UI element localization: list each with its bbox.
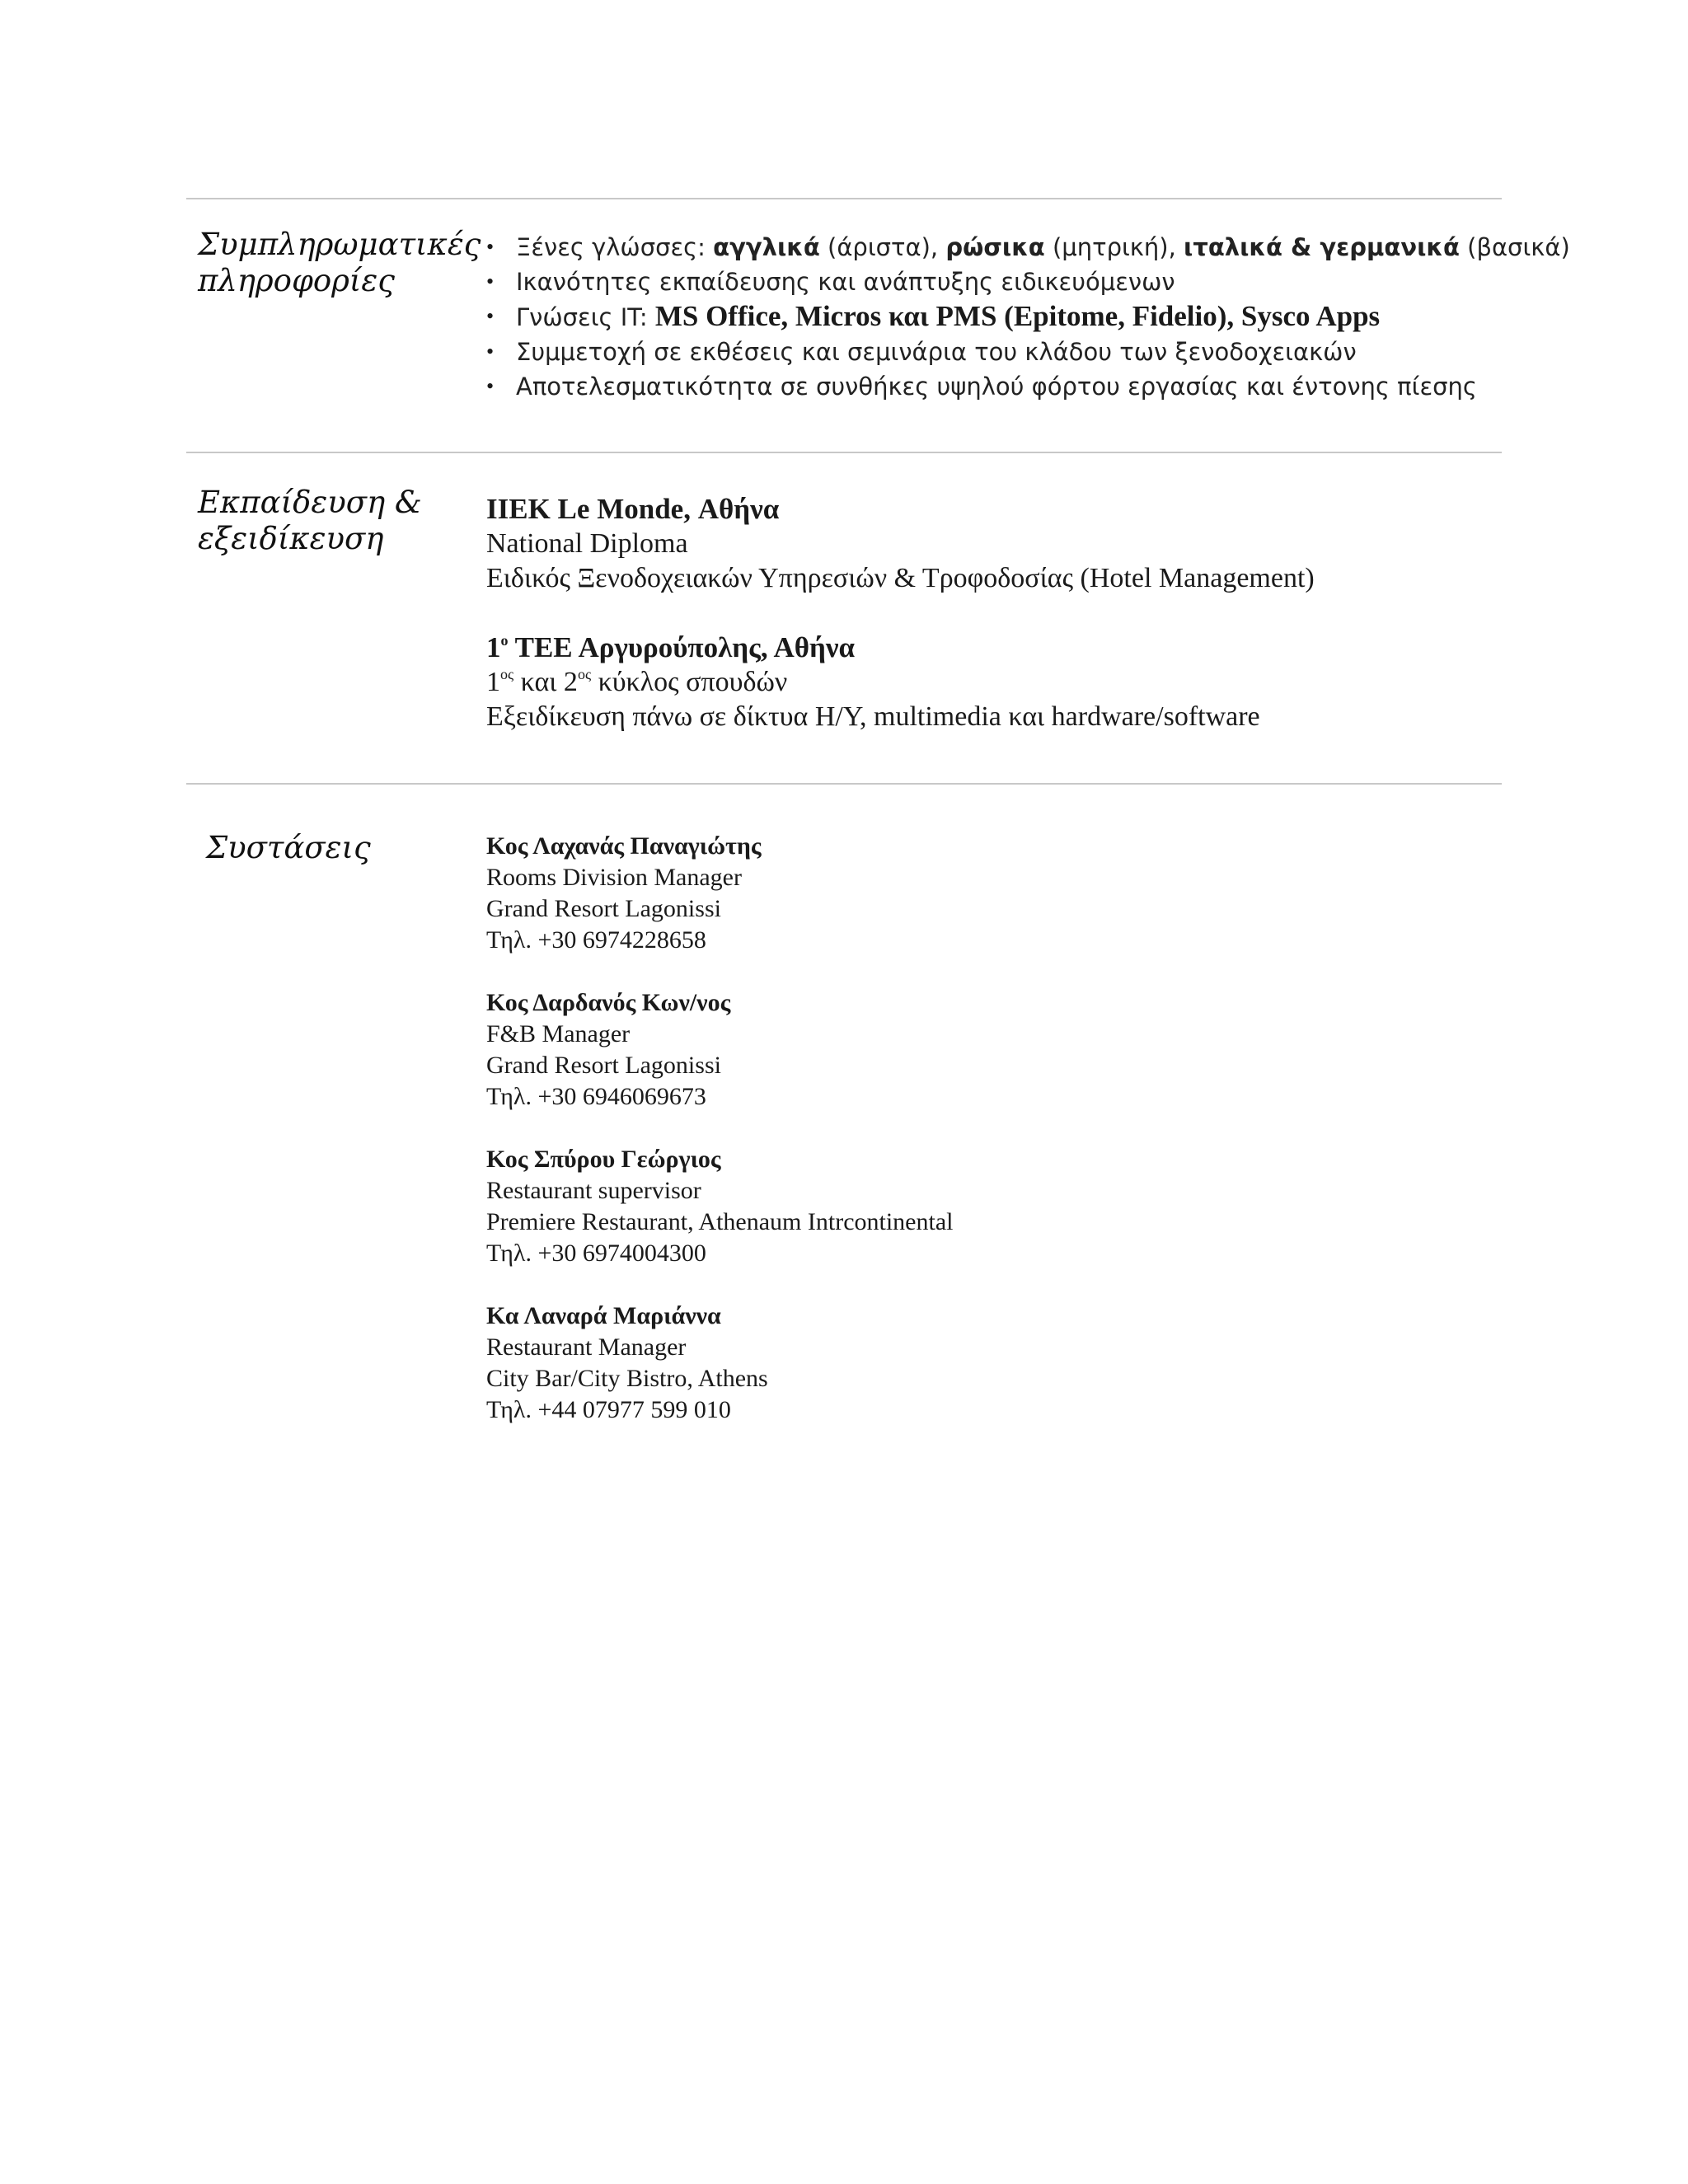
reference-role: Restaurant supervisor — [486, 1177, 701, 1204]
reference-company: City Bar/City Bistro, Athens — [486, 1365, 768, 1392]
reference-name: Κος Δαρδανός Κων/νος — [486, 989, 731, 1016]
education-institution: ΙΙΕΚ Le Monde, Αθήνα — [486, 493, 780, 525]
education-list — [486, 492, 1315, 769]
reference-role: Rooms Division Manager — [486, 864, 742, 891]
reference-company: Grand Resort Lagonissi — [486, 1052, 721, 1079]
references-heading: Συστάσεις — [206, 830, 371, 865]
education-entry — [486, 492, 1315, 596]
list-item: • Αποτελεσματικότητα σε συνθήκες υψηλού φόρτου εργασίας και έντονης πίεσης — [486, 369, 1570, 404]
list-item: • Συμμετοχή σε εκθέσεις και σεμινάρια του κλάδου των ξενοδοχειακών — [486, 335, 1570, 369]
list-item: • Γνώσεις IT: MS Office, Micros και PMS (Epitome, Fidelio), Sysco Apps — [486, 299, 1570, 335]
section-divider — [186, 783, 1502, 785]
additional-info-heading: Συμπληρωματικές πληροφορίες — [198, 227, 481, 298]
education-specialty: Εξειδίκευση πάνω σε δίκτυα Η/Υ, multimedia και hardware/software — [486, 701, 1260, 732]
reference-entry — [486, 831, 953, 956]
additional-info-list — [486, 230, 1570, 404]
reference-phone: Τηλ. +30 6946069673 — [486, 1083, 706, 1110]
education-institution: $1^o$ ΤΕΕ Αργυρούπολης, Αθήνα — [486, 631, 856, 663]
education-specialty: Ειδικός Ξενοδοχειακών Υπηρεσιών & Τροφοδοσίας (Hotel Management) — [486, 563, 1315, 593]
reference-company: Grand Resort Lagonissi — [486, 895, 721, 922]
section-divider — [186, 198, 1502, 199]
reference-name: Κος Λαχανάς Παναγιώτης — [486, 832, 762, 860]
reference-name: Κα Λαναρά Μαριάννα — [486, 1302, 721, 1329]
references-list — [486, 831, 953, 1457]
reference-entry — [486, 1301, 953, 1426]
list-item: • Ξένες γλώσσες: αγγλικά (άριστα), ρώσικα (μητρική), ιταλικά & γερμανικά (βασικά) — [486, 230, 1570, 265]
reference-entry — [486, 987, 953, 1113]
reference-role: Restaurant Manager — [486, 1333, 687, 1361]
education-degree: $1^{o\varsigma}$ και $2^{o\varsigma}$ κύκλος σπουδών — [486, 666, 788, 697]
reference-phone: Τηλ. +30 6974228658 — [486, 926, 706, 954]
section-divider — [186, 452, 1502, 453]
reference-role: F&B Manager — [486, 1020, 631, 1047]
reference-company: Premiere Restaurant, Athenaum Intrcontinental — [486, 1208, 954, 1235]
education-degree: National Diploma — [486, 528, 688, 559]
list-item: • Ικανότητες εκπαίδευσης και ανάπτυξης ειδικευόμενων — [486, 265, 1570, 299]
education-entry — [486, 630, 1315, 734]
reference-phone: Τηλ. +44 07977 599 010 — [486, 1396, 731, 1423]
reference-entry — [486, 1144, 953, 1269]
reference-name: Κος Σπύρου Γεώργιος — [486, 1146, 721, 1173]
reference-phone: Τηλ. +30 6974004300 — [486, 1240, 706, 1267]
education-heading: Εκπαίδευση & εξειδίκευση — [198, 485, 422, 556]
